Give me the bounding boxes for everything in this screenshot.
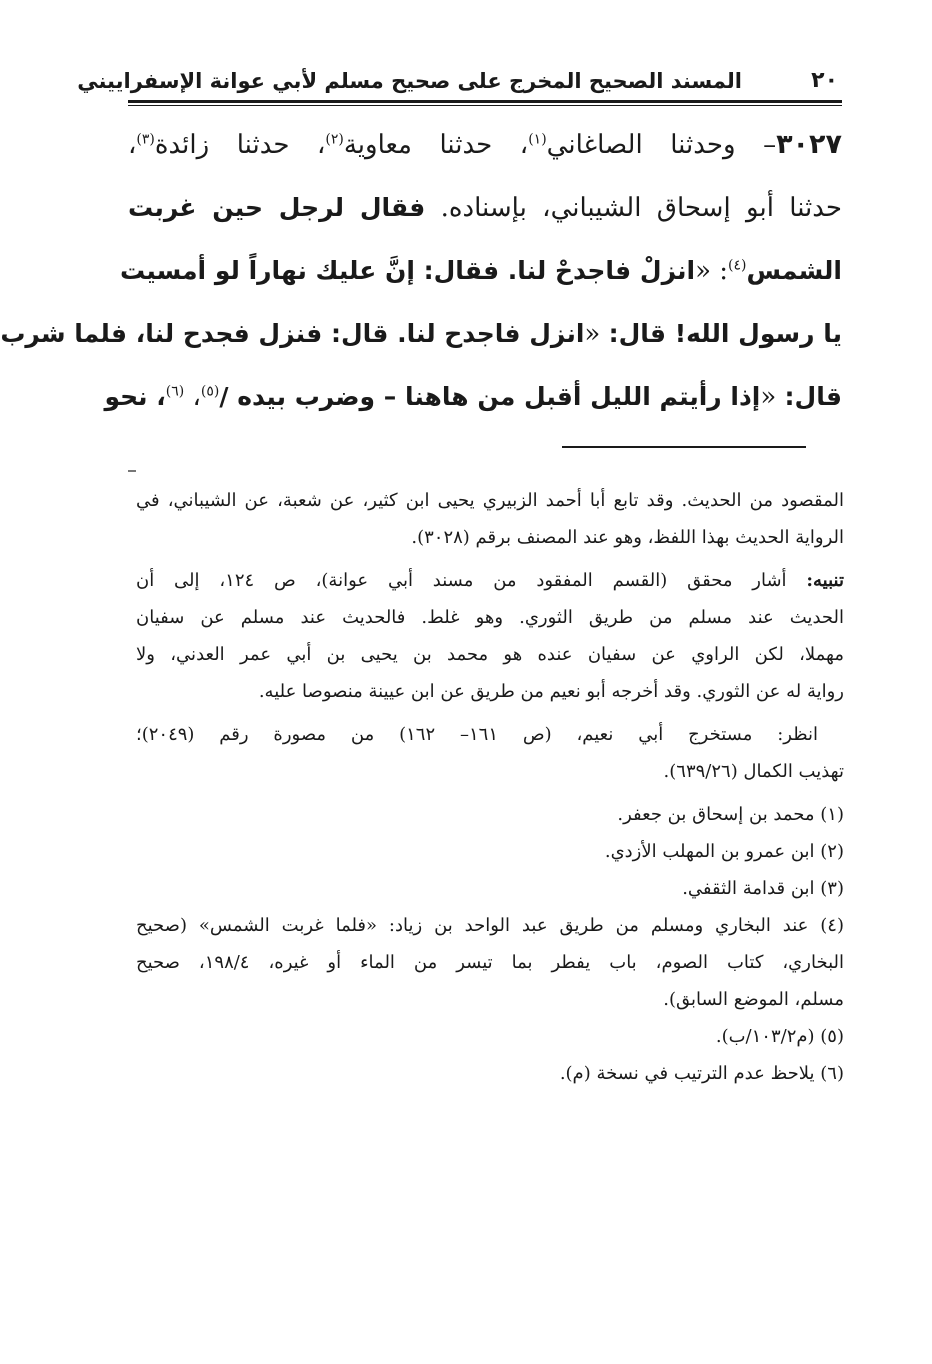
hadith-text-run: حدثنا أبو إسحاق الشيباني، بإسناده. [425,193,842,223]
hadith-bold-run: انزل فاجدح لنا. قال: فنزل فجدح لنا، فلما شرب [0,319,585,348]
footnote-text: ابن عمرو بن المهلب الأزدي. [604,841,821,862]
page-number: ٢٠ [811,68,838,93]
header-rule-thin [128,105,842,106]
footnote-ref: (٢) [325,131,344,148]
footnote-ref: (٦) [165,383,185,400]
footnote-text: يلاحظ عدم الترتيب في نسخة (م). [559,1063,821,1084]
footnote-number: (٤) [820,915,844,936]
footnote-6 [136,1055,844,1092]
footnote-text: (م١٠٣/٢/ب). [715,1026,821,1047]
hadith-text [0,116,842,431]
footnote-text: عند البخاري ومسلم من طريق عبد الواحد بن زياد: «فلما غربت الشمس» (صحيح [136,915,821,936]
unzur-line: تهذيب الكمال (٦٣٩/٢٦). [663,761,844,782]
footnote-4-cont: مسلم، الموضع السابق). [663,989,844,1010]
hadith-bold-run: إذا رأيتم الليل أقبل من هاهنا – وضرب بيده / [219,382,761,411]
hadith-bold-run: ، نحو [104,382,166,411]
footnote-number: (٥) [820,1026,844,1047]
footnote-number: (٦) [820,1063,844,1084]
margin-mark [128,470,136,472]
footnote-continuation-line: الرواية الحديث بهذا اللفظ، وهو عند المصنف برقم (٣٠٢٨). [411,527,844,548]
tanbih-line: الحديث عند مسلم من طريق الثوري. وهو غلط. فالحديث عند مسلم عن سفيان [136,607,844,628]
hadith-text-run: ، [184,382,201,412]
footnote-4-cont: البخاري، كتاب الصوم، باب يفطر بما تيسر من الماء أو غيره، ١٩٨/٤، صحيح [136,952,844,973]
footnote-separator [562,446,806,448]
footnote-number: (٣) [820,878,844,899]
hadith-bold-run: يا رسول الله! قال: [608,319,842,348]
hadith-text-run: ، حدثنا معاوية [343,130,529,160]
hadith-bold-run: الشمس [746,256,842,285]
hadith-line-1 [128,116,842,179]
header-rule [128,100,842,103]
hadith-bold-run: قال: [784,382,842,411]
hadith-number: ٣٠٢٧ [776,129,842,160]
header-title: المسند الصحيح المخرج على صحيح مسلم لأبي عوانة الإسفراييني [77,69,742,93]
hadith-text-run: – وحدثنا الصاغاني [546,130,777,160]
hadith-bold-run: انزلْ فاجدحْ لنا. فقال: إنَّ عليك نهاراً لو أمسيت [119,256,696,285]
hadith-text-run: ، [128,130,137,160]
footnote-5 [136,1018,844,1055]
footnote-ref: (١) [528,131,547,148]
footnote-text: ابن قدامة الثقفي. [682,878,821,899]
footnote-4 [136,907,844,944]
footnote-number: (٢) [820,841,844,862]
footnote-1 [136,796,844,833]
hadith-text-run: « [760,382,785,412]
running-header [77,66,842,100]
footnotes [136,482,844,1092]
footnote-continuation-line: المقصود من الحديث. وقد تابع أبا أحمد الزبيري يحيى ابن كثير، عن شعبة، عن الشيباني، في [136,490,844,511]
hadith-line-5 [104,368,842,431]
footnote-number: (١) [820,804,844,825]
hadith-line-2 [128,179,842,242]
footnote-3 [136,870,844,907]
footnote-text: محمد بن إسحاق بن جعفر. [617,804,821,825]
unzur-line: انظر: مستخرج أبي نعيم، (ص ١٦١– ١٦٢) من مصورة رقم (٢٠٤٩)؛ [136,724,818,745]
hadith-line-3 [119,242,842,305]
hadith-text-run: ، حدثنا زائدة [154,130,326,160]
tanbih-line [136,562,844,599]
footnote-ref: (٥) [200,383,220,400]
tanbih-label: تنبيه: [806,570,844,591]
footnote-ref: (٤) [728,257,747,274]
tanbih-line: رواية له عن الثوري. وقد أخرجه أبو نعيم من طريق عن ابن عيينة منصوصا عليه. [258,681,844,702]
footnote-ref: (٣) [136,131,155,148]
hadith-text-run: « [584,319,609,349]
tanbih-line: مهملا، لكن الراوي عن سفيان عنده هو محمد بن يحيى بن أبي عمر العدني، ولا [136,644,844,665]
hadith-text-run: : « [695,256,729,286]
hadith-line-4 [0,305,842,368]
hadith-bold-run: فقال لرجل حين غربت [128,193,426,222]
footnote-2 [136,833,844,870]
tanbih-text: أشار محقق (القسم المفقود من مسند أبي عوانة)، ص ١٢٤، إلى أن [136,570,807,591]
